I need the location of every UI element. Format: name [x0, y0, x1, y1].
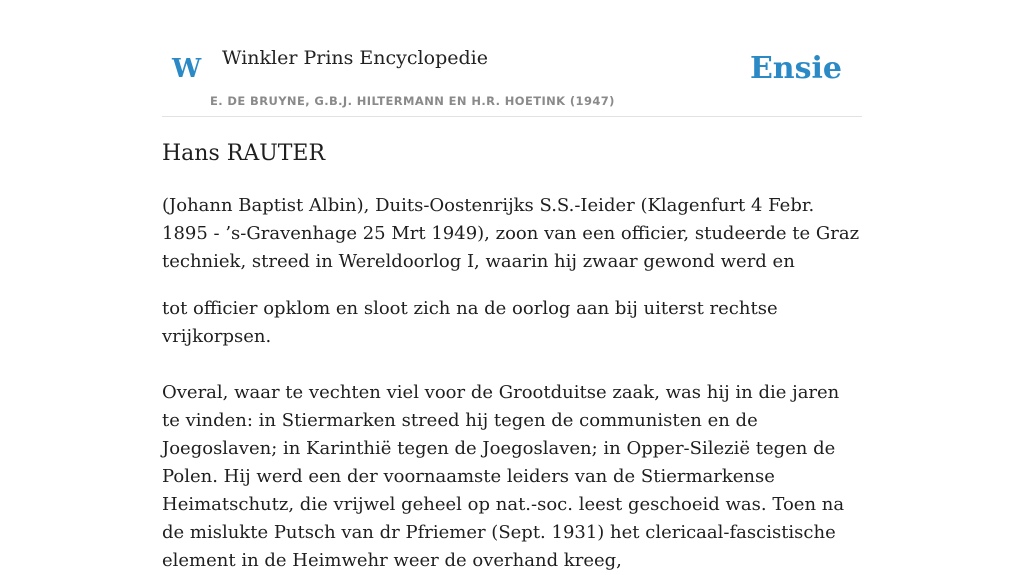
article-paragraph-2: tot officier opklom en sloot zich na de oorlog aan bij uiterst rechtse vrijkorpsen.	[162, 298, 778, 347]
ensie-brand-logo[interactable]: Ensie	[749, 51, 842, 86]
article-content	[162, 138, 862, 575]
book-authors: E. DE BRUYNE, G.B.J. HILTERMANN EN H.R. HOETINK (1947)	[210, 94, 615, 108]
article-paragraph-1: (Johann Baptist Albin), Duits-Oostenrijks S.S.-Ieider (Klagenfurt 4 Febr. 1895 - ’s-Gravenhage 25 Mrt 1949), zoon van een officier, studeerde te Graz techniek, streed in Wereldoorlog I, waarin hij zwaar gewond werd en	[162, 195, 860, 272]
winkler-prins-logo[interactable]: W	[172, 54, 202, 84]
article-paragraph-3: Overal, waar te vechten viel voor de Grootduitse zaak, was hij in die jaren te vinden: in Stiermarken streed hij tegen de communisten en de Joegoslaven; in Karinthië tegen de Joegoslaven; in Opper-Silezië tegen de Polen. Hij werd een der voornaamste leiders van de Stiermarkense Heimatschutz, die vrijwel geheel op nat.-soc. leest geschoeid was. Toen na de mislukte Putsch van dr Pfriemer (Sept. 1931) het clericaal-fascistische element in de Heimwehr weer de overhand kreeg,	[162, 382, 845, 571]
article-title: Hans RAUTER	[162, 141, 326, 166]
book-header	[162, 0, 862, 117]
book-title[interactable]: Winkler Prins Encyclopedie	[222, 47, 488, 69]
